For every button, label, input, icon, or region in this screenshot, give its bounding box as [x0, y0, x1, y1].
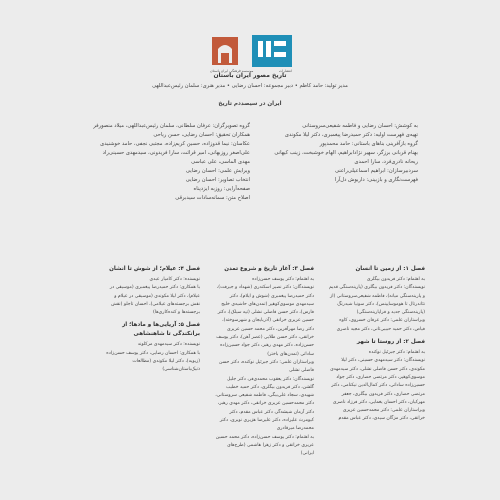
chapter-heading: فصل ۲: از روستا تا شهر [356, 339, 425, 346]
chapters-column-3 [104, 265, 200, 375]
chapter-text: ویراستاران علمی: دکتر جبرئیل نوکنده، دکتر حسن فاضلی نشلی [218, 359, 314, 374]
credit-line: تهیه‌ی فهرست اولیه: دکتر حمیدرضا پیغمبری، دکتر لیلا مکوندی [284, 132, 418, 138]
chapters-column-1 [329, 265, 425, 424]
credit-line: علی‌اصغر روزبهانی، امیر قرائت، سارا فریدونی، سیدمهدی حسینی‌راد [102, 150, 250, 156]
credits-left [50, 122, 250, 203]
chapter-text: به اهتمام: دکتر یوسف حسن‌زاده، دکتر محمد حسین عزیزی خرانقی و دکتر زهرا هاشمی (طرح‌های ایرانی) [215, 434, 314, 457]
credit-line: اصلاح متن: سمانه‌سادات سیدبرقی [175, 195, 250, 201]
institute-logo [210, 35, 240, 67]
publisher-logo [252, 35, 292, 67]
chapter-text: نویسندگان: دکتر فریدون بیگلری (پارینه‌سنگی قدیم و پارینه‌سنگی میانه)، فاطمه شفیعی‌سروستانی (از نئاندرتال تا هوموساپینس)، دکتر سونیا شیدرنگ (پارینه‌سنگی جدید و فراپارینه‌سنگی) [328, 285, 425, 316]
publisher-logos [210, 35, 292, 73]
publisher-logo-name: انتشارات [278, 69, 292, 73]
credit-line: بهنام قربانی برزگر، سهیر نژادابراهیم، الهام خوشبخت، زینب کیهانی [274, 150, 418, 156]
chapter-text: با همکاری: دکتر حمیدرضا پیغمبری (موسیقی در عیلام)، دکتر لیلا مکوندی (موسیقی در عیلام و نقش برجسته‌های عیلامی)، احسان تاجلو (نقش برجسته‌ها و کنده‌کاری‌ها) [109, 285, 200, 316]
chapter-text: با همکاری: احسان رضایی، دکتر یوسف حسن‌زاده (زیویه)، دکتر لیلا مکوندی (مطالعات ذنیک‌باستان‌شناسی) [106, 350, 200, 373]
credit-line: همکاران تحقیق: احسان رضایی، حسن ریاحی [153, 132, 250, 138]
credit-line: انتخاب تصاویر: احسان رضایی [185, 177, 250, 183]
chapter-text: به اهتمام: دکتر یوسف حسن‌زاده [252, 277, 314, 282]
credit-line: سردبیرسازان: ابراهیم اسماعیلی‌راعنی [334, 168, 418, 174]
credit-line: ریحانه نادری‌فرد، سارا احمدی [354, 159, 418, 165]
chapter-text: به اهتمام: دکتر فریدون بیگلری [366, 277, 425, 282]
credit-line: صفحه‌آرایی: روزبه ایزدپناه [193, 186, 250, 192]
chapter-heading: فصل ۴: عیلام؛ از شوش تا انشان [109, 266, 200, 272]
chapter-text: نویسندگان: دکتر سیدمهدی حسینی، دکتر لیلا مکوندی، دکتر حسن فاضلی نشلی، دکتر سیدمهدی موسوی‌کوهپر، دکتر مرتضی حصاری، دکتر جواد حسین‌زاده ساداتی، دکتر کمال‌الدین نیکنامی، دکتر مرتضی حصاری، دکتر فریدون بیگلری، جعفر مهرکیان، دکتر احسان یغمایی، دکتر فرزاد ناصری [330, 358, 425, 405]
chapters-column-2 [214, 265, 314, 459]
chapter-text: ویراستاران علمی: دکتر عرفان خسروی، کاوه فیاض، دکتر حمید حبیبی‌ثانی، دکتر مجید ناصری [336, 318, 425, 332]
subtitle: ایران در سیصد‌دم تاریخ [218, 101, 282, 107]
institute-logo-caption: موسسه فرهنگی ایران باستان [210, 69, 254, 73]
credit-line: گروه بازآفرینی بناهای باستانی: حامد محمدپور [319, 141, 418, 147]
chapter-text: نویسندگان: دکتر یعقوب محمدی‌فر، دکتر جلیل گلشن، دکتر فریدون بیگلری، دکتر حمید خطیب شهیدی، سجاد علی‌بیگی، فاطمه شفیعی سروستانی، دکتر محمدحسین عزیزی خرانقی، دکتر مهدی رهبر، دکتر آرمان شیشه‌گر، دکتر عباس مقدم، دکتر کیومرث علیزاده، دکتر علیرضا هژبری نوبری، دکتر محمدرضا میرقادری [215, 376, 314, 432]
chapter-text: نویسنده: دکتر کامیار عبدی [149, 277, 200, 282]
credit-line: ویرایش علمی: احسان رضایی [185, 168, 250, 174]
chapter-text: نویسندگان: دکتر نصیر اسکندری (شهداد و جیرفت)، دکتر حمیدرضا پیغمبری (شوش و ایلام)، دکتر سیدمهدی موسوی‌کوهپر (تمدن‌های حاشیه‌ی خلیج فارس)، دکتر حسن فاضلی نشلی (تپه سیلک)، دکتر حسین عزیزی خرانقی (آذربایجان و شهرسوخته)، دکتر رضا مهرآفرین، دکتر محمد حسین عزیزی خرانقی، دکتر حسن طلایی (عصر آهن)، دکتر یوسف حسن‌زاده، دکتر مهدی رهبر، دکتر جواد حسین‌زاده ساداتی (تمدن‌های باختر) [216, 285, 314, 357]
chapter-heading: فصل ۵: آریایی‌ها و مادها؛ از برانکندگی تا شاهنشاهی [122, 322, 200, 338]
chapter-heading: فصل ۱: از زمین تا انسان [355, 266, 425, 272]
credit-line: به کوشش: احسان رضایی و فاطمه شفیعی‌سروستانی [302, 123, 418, 129]
chapter-text: نویسنده: دکتر سیدمهدی مرکلوند [137, 342, 200, 348]
chapter-heading: فصل ۳: آغاز تاریخ و شروع تمدن [224, 266, 314, 272]
credit-line: فهرست‌نگاری و بازبینی: داریوش دل‌آرا [334, 177, 418, 183]
credit-line: مهدی الماسی، علی عباسی [191, 159, 250, 165]
credit-line: گروه تصویرگران: عرفان سلطانی، سلمان رئیس‌عبداللهی، میلاد منصورفر [93, 123, 250, 129]
chapter-text: ویراستاران علمی: دکتر محمدحسین عزیزی خرانقی، دکتر مژگان سیدی، دکتر عباس مقدم [338, 408, 425, 422]
chapter-text: به اهتمام: دکتر جبرئیل نوکنده [368, 350, 425, 356]
book-title: تاریخ مصور ایران باستان [213, 72, 287, 79]
production-line: مدیر تولید: حامد کاظم • دبیر مجموعه: احسان رضایی • مدیر هنری: سلمان رئیس‌عبداللهی [152, 83, 348, 89]
credit-line: عکاسان: نیما قدوزاده، حسین کریم‌زاده، مجتبی نجفی، حامد خوشنیدی [100, 141, 250, 147]
